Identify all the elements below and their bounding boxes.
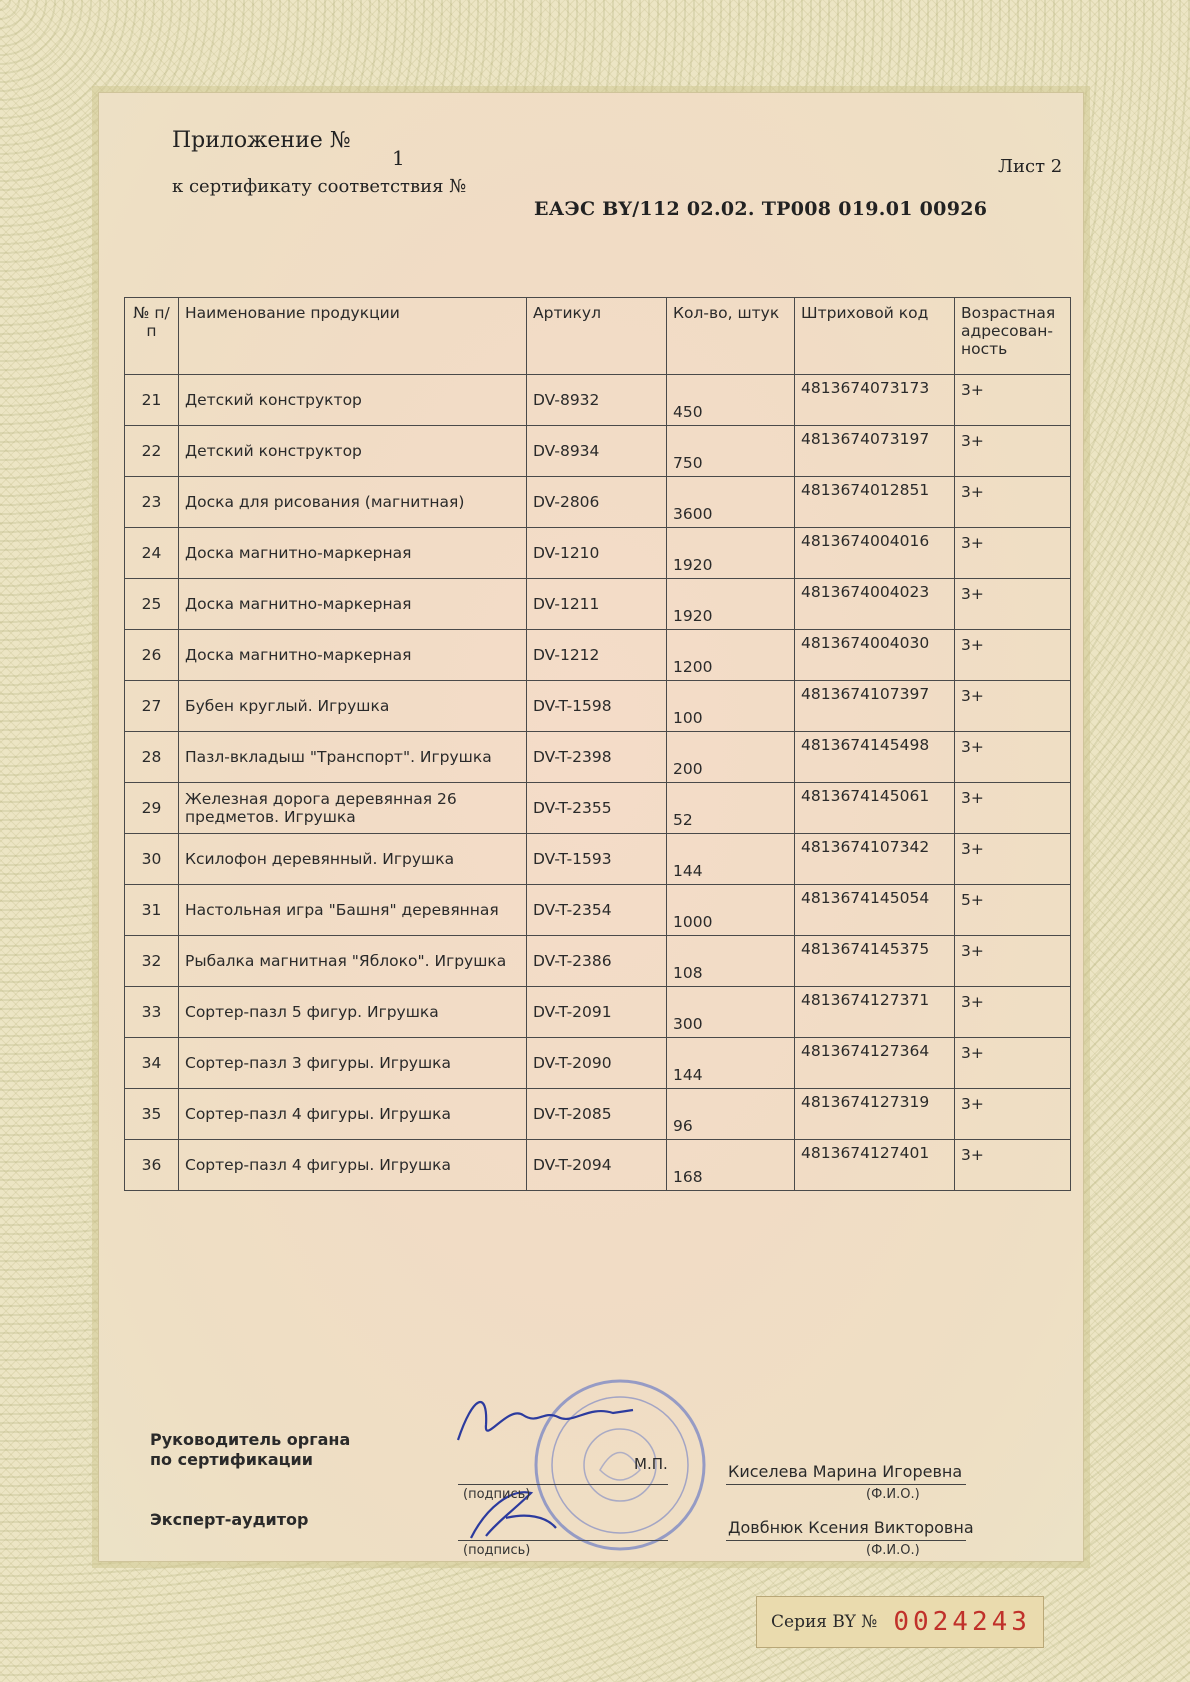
table-row (125, 936, 1071, 987)
article-cell: DV-1211 (527, 579, 667, 630)
quantity-cell: 52 (667, 783, 795, 834)
row-number-cell: 21 (125, 375, 179, 426)
article-cell: DV-1212 (527, 630, 667, 681)
head-signature-line (458, 1484, 668, 1485)
article-cell: DV-T-2386 (527, 936, 667, 987)
product-name-cell: Сортер-пазл 3 фигуры. Игрушка (179, 1038, 527, 1089)
table-row (125, 987, 1071, 1038)
quantity-cell: 1000 (667, 885, 795, 936)
head-of-body-label: Руководитель органа по сертификации (150, 1430, 351, 1469)
row-number-cell: 35 (125, 1089, 179, 1140)
certificate-caption: к сертификату соответствия № (172, 176, 467, 197)
article-cell: DV-T-2354 (527, 885, 667, 936)
article-cell: DV-T-2091 (527, 987, 667, 1038)
article-cell: DV-8932 (527, 375, 667, 426)
table-row (125, 528, 1071, 579)
product-name-cell: Доска для рисования (магнитная) (179, 477, 527, 528)
table-header (125, 298, 1071, 375)
certificate-number: ЕАЭС BY/112 02.02. ТР008 019.01 00926 (534, 198, 988, 220)
table-row (125, 426, 1071, 477)
expert-name-line (726, 1540, 966, 1541)
product-name-cell: Сортер-пазл 4 фигуры. Игрушка (179, 1089, 527, 1140)
row-number-cell: 33 (125, 987, 179, 1038)
quantity-cell: 300 (667, 987, 795, 1038)
expert-label: Эксперт-аудитор (150, 1510, 309, 1529)
row-number-cell: 26 (125, 630, 179, 681)
table-row (125, 783, 1071, 834)
barcode-cell: 4813674127319 (795, 1089, 955, 1140)
head-name-line (726, 1484, 966, 1485)
expert-signature-line (458, 1540, 668, 1541)
expert-name: Довбнюк Ксения Викторовна (728, 1518, 974, 1537)
barcode-cell: 4813674127401 (795, 1140, 955, 1191)
table-row (125, 1038, 1071, 1089)
product-name-cell: Настольная игра "Башня" деревянная (179, 885, 527, 936)
row-number-cell: 29 (125, 783, 179, 834)
product-name-cell: Рыбалка магнитная "Яблоко". Игрушка (179, 936, 527, 987)
article-cell: DV-1210 (527, 528, 667, 579)
quantity-cell: 1920 (667, 579, 795, 630)
table-row (125, 375, 1071, 426)
head-name: Киселева Марина Игоревна (728, 1462, 963, 1481)
barcode-cell: 4813674127371 (795, 987, 955, 1038)
header-num: № п/п (125, 298, 179, 375)
article-cell: DV-T-2090 (527, 1038, 667, 1089)
article-cell: DV-T-1598 (527, 681, 667, 732)
table-row (125, 1140, 1071, 1191)
quantity-cell: 200 (667, 732, 795, 783)
header-barcode: Штриховой код (795, 298, 955, 375)
age-rating-cell: 3+ (955, 681, 1071, 732)
table-row (125, 681, 1071, 732)
header-article: Артикул (527, 298, 667, 375)
product-name-cell: Детский конструктор (179, 426, 527, 477)
row-number-cell: 31 (125, 885, 179, 936)
age-rating-cell: 3+ (955, 834, 1071, 885)
age-rating-cell: 3+ (955, 426, 1071, 477)
barcode-cell: 4813674145061 (795, 783, 955, 834)
series-label: Серия BY № (771, 1612, 878, 1632)
product-name-cell: Доска магнитно-маркерная (179, 630, 527, 681)
age-rating-cell: 3+ (955, 1140, 1071, 1191)
header-age: Возрастная адресован-ность (955, 298, 1071, 375)
product-name-cell: Детский конструктор (179, 375, 527, 426)
barcode-cell: 4813674004016 (795, 528, 955, 579)
product-name-cell: Доска магнитно-маркерная (179, 528, 527, 579)
barcode-cell: 4813674145375 (795, 936, 955, 987)
barcode-cell: 4813674107342 (795, 834, 955, 885)
table-row (125, 732, 1071, 783)
age-rating-cell: 5+ (955, 885, 1071, 936)
quantity-cell: 450 (667, 375, 795, 426)
sheet-number: Лист 2 (998, 156, 1063, 177)
age-rating-cell: 3+ (955, 732, 1071, 783)
row-number-cell: 24 (125, 528, 179, 579)
seal-mark: М.П. (634, 1455, 668, 1473)
row-number-cell: 32 (125, 936, 179, 987)
barcode-cell: 4813674004030 (795, 630, 955, 681)
row-number-cell: 27 (125, 681, 179, 732)
quantity-cell: 1200 (667, 630, 795, 681)
expert-signature-caption: (подпись) (463, 1543, 531, 1558)
quantity-cell: 100 (667, 681, 795, 732)
article-cell: DV-T-1593 (527, 834, 667, 885)
series-number: 0024243 (893, 1607, 1031, 1637)
table-row (125, 885, 1071, 936)
appendix-number: 1 (392, 146, 405, 170)
header-qty: Кол-во, штук (667, 298, 795, 375)
article-cell: DV-T-2355 (527, 783, 667, 834)
article-cell: DV-T-2085 (527, 1089, 667, 1140)
age-rating-cell: 3+ (955, 783, 1071, 834)
age-rating-cell: 3+ (955, 936, 1071, 987)
head-signature (448, 1385, 648, 1455)
table-row (125, 579, 1071, 630)
header-name: Наименование продукции (179, 298, 527, 375)
barcode-cell: 4813674073197 (795, 426, 955, 477)
product-name-cell: Сортер-пазл 4 фигуры. Игрушка (179, 1140, 527, 1191)
age-rating-cell: 3+ (955, 375, 1071, 426)
quantity-cell: 96 (667, 1089, 795, 1140)
product-name-cell: Ксилофон деревянный. Игрушка (179, 834, 527, 885)
table-row (125, 834, 1071, 885)
product-name-cell: Бубен круглый. Игрушка (179, 681, 527, 732)
product-name-cell: Железная дорога деревянная 26 предметов. Игрушка (179, 783, 527, 834)
table-row (125, 477, 1071, 528)
quantity-cell: 108 (667, 936, 795, 987)
article-cell: DV-T-2398 (527, 732, 667, 783)
product-name-cell: Доска магнитно-маркерная (179, 579, 527, 630)
product-name-cell: Пазл-вкладыш "Транспорт". Игрушка (179, 732, 527, 783)
expert-fio-caption: (Ф.И.О.) (866, 1543, 920, 1558)
age-rating-cell: 3+ (955, 1038, 1071, 1089)
barcode-cell: 4813674127364 (795, 1038, 955, 1089)
age-rating-cell: 3+ (955, 987, 1071, 1038)
barcode-cell: 4813674145054 (795, 885, 955, 936)
barcode-cell: 4813674107397 (795, 681, 955, 732)
quantity-cell: 144 (667, 1038, 795, 1089)
row-number-cell: 30 (125, 834, 179, 885)
article-cell: DV-T-2094 (527, 1140, 667, 1191)
head-fio-caption: (Ф.И.О.) (866, 1487, 920, 1502)
table-row (125, 1089, 1071, 1140)
row-number-cell: 23 (125, 477, 179, 528)
age-rating-cell: 3+ (955, 477, 1071, 528)
quantity-cell: 1920 (667, 528, 795, 579)
table-row (125, 630, 1071, 681)
quantity-cell: 3600 (667, 477, 795, 528)
row-number-cell: 25 (125, 579, 179, 630)
row-number-cell: 28 (125, 732, 179, 783)
row-number-cell: 22 (125, 426, 179, 477)
age-rating-cell: 3+ (955, 1089, 1071, 1140)
age-rating-cell: 3+ (955, 630, 1071, 681)
barcode-cell: 4813674073173 (795, 375, 955, 426)
products-table (124, 297, 1071, 1191)
age-rating-cell: 3+ (955, 579, 1071, 630)
age-rating-cell: 3+ (955, 528, 1071, 579)
barcode-cell: 4813674145498 (795, 732, 955, 783)
series-box (756, 1596, 1044, 1648)
quantity-cell: 168 (667, 1140, 795, 1191)
row-number-cell: 34 (125, 1038, 179, 1089)
row-number-cell: 36 (125, 1140, 179, 1191)
head-signature-caption: (подпись) (463, 1487, 531, 1502)
article-cell: DV-8934 (527, 426, 667, 477)
quantity-cell: 144 (667, 834, 795, 885)
barcode-cell: 4813674012851 (795, 477, 955, 528)
quantity-cell: 750 (667, 426, 795, 477)
barcode-cell: 4813674004023 (795, 579, 955, 630)
appendix-title: Приложение № (172, 128, 351, 153)
article-cell: DV-2806 (527, 477, 667, 528)
product-name-cell: Сортер-пазл 5 фигур. Игрушка (179, 987, 527, 1038)
